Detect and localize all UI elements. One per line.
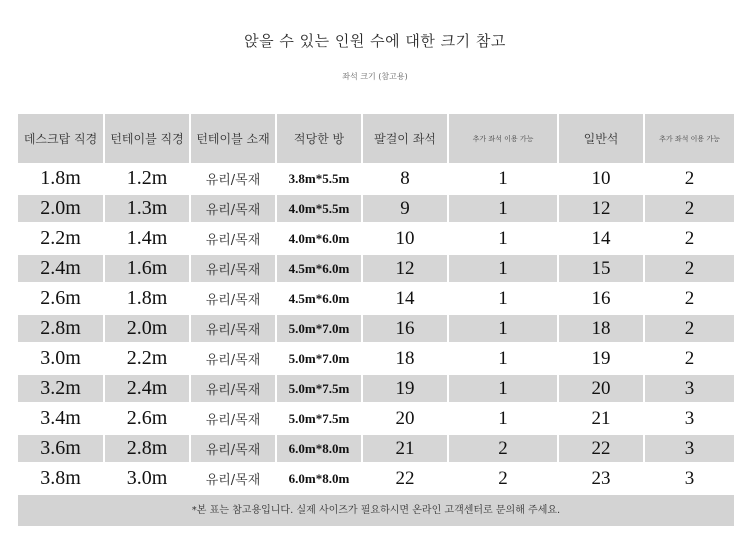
table-cell: 3	[644, 464, 734, 494]
table-cell: 1	[448, 164, 558, 194]
table-cell: 유리/목재	[190, 164, 276, 194]
page-title: 앉을 수 있는 인원 수에 대한 크기 참고	[244, 32, 506, 50]
table-cell: 19	[558, 344, 644, 374]
table-cell: 2.6m	[104, 404, 190, 434]
table-cell: 1	[448, 404, 558, 434]
table-cell: 12	[558, 194, 644, 224]
table-cell: 1	[448, 224, 558, 254]
table-cell: 1	[448, 314, 558, 344]
table-cell: 3.0m	[18, 344, 104, 374]
table-cell: 3.0m	[104, 464, 190, 494]
table-cell: 2	[644, 164, 734, 194]
table-cell: 1	[448, 374, 558, 404]
table-cell: 3	[644, 404, 734, 434]
table-cell: 2.2m	[18, 224, 104, 254]
footnote: *본 표는 참고용입니다. 실제 사이즈가 필요하시면 온라인 고객센터로 문의해 주세요.	[18, 495, 734, 526]
table-cell: 5.0m*7.0m	[276, 344, 362, 374]
table-cell: 유리/목재	[190, 404, 276, 434]
table-cell: 1.4m	[104, 224, 190, 254]
table-cell: 1	[448, 284, 558, 314]
table-cell: 1.6m	[104, 254, 190, 284]
table-cell: 3	[644, 374, 734, 404]
table-cell: 3.2m	[18, 374, 104, 404]
table-cell: 2.8m	[18, 314, 104, 344]
table-cell: 2.2m	[104, 344, 190, 374]
table-cell: 20	[558, 374, 644, 404]
table-header-row	[18, 114, 734, 164]
table-cell: 18	[558, 314, 644, 344]
table-cell: 14	[362, 284, 448, 314]
table-cell: 3.8m	[18, 464, 104, 494]
table-cell: 1	[448, 254, 558, 284]
table-cell: 2	[644, 254, 734, 284]
table-cell: 5.0m*7.5m	[276, 404, 362, 434]
table-cell: 4.0m*5.5m	[276, 194, 362, 224]
table-cell: 1.8m	[18, 164, 104, 194]
table-cell: 4.0m*6.0m	[276, 224, 362, 254]
table-cell: 18	[362, 344, 448, 374]
table-cell: 16	[362, 314, 448, 344]
table-cell: 5.0m*7.5m	[276, 374, 362, 404]
column-header: 추가 좌석 이용 가능	[644, 114, 734, 164]
table-cell: 2	[644, 194, 734, 224]
table-row	[18, 314, 734, 344]
table-body	[18, 164, 734, 494]
table-cell: 15	[558, 254, 644, 284]
table-cell: 16	[558, 284, 644, 314]
column-header: 팔걸이 좌석	[362, 114, 448, 164]
table-cell: 4.5m*6.0m	[276, 284, 362, 314]
column-header: 턴테이블 직경	[104, 114, 190, 164]
table-cell: 2.4m	[104, 374, 190, 404]
table-cell: 23	[558, 464, 644, 494]
table-cell: 5.0m*7.0m	[276, 314, 362, 344]
table-cell: 유리/목재	[190, 344, 276, 374]
table-cell: 6.0m*8.0m	[276, 464, 362, 494]
table-cell: 유리/목재	[190, 284, 276, 314]
table-cell: 21	[362, 434, 448, 464]
table-row	[18, 404, 734, 434]
size-table-container	[18, 114, 734, 526]
column-header: 적당한 방	[276, 114, 362, 164]
table-row	[18, 434, 734, 464]
table-cell: 21	[558, 404, 644, 434]
table-cell: 2	[644, 284, 734, 314]
table-cell: 2.0m	[104, 314, 190, 344]
table-cell: 4.5m*6.0m	[276, 254, 362, 284]
table-row	[18, 254, 734, 284]
table-cell: 유리/목재	[190, 464, 276, 494]
table-cell: 22	[558, 434, 644, 464]
table-row	[18, 464, 734, 494]
column-header: 데스크탑 직경	[18, 114, 104, 164]
table-cell: 유리/목재	[190, 254, 276, 284]
table-cell: 유리/목재	[190, 314, 276, 344]
table-cell: 19	[362, 374, 448, 404]
table-cell: 3.4m	[18, 404, 104, 434]
table-cell: 6.0m*8.0m	[276, 434, 362, 464]
table-cell: 2.4m	[18, 254, 104, 284]
table-cell: 1.2m	[104, 164, 190, 194]
table-cell: 1.8m	[104, 284, 190, 314]
table-header	[18, 114, 734, 164]
table-cell: 22	[362, 464, 448, 494]
table-cell: 2.6m	[18, 284, 104, 314]
table-cell: 10	[558, 164, 644, 194]
table-cell: 2	[644, 314, 734, 344]
table-cell: 10	[362, 224, 448, 254]
table-cell: 2	[448, 434, 558, 464]
table-cell: 12	[362, 254, 448, 284]
column-header: 일반석	[558, 114, 644, 164]
table-cell: 20	[362, 404, 448, 434]
table-cell: 2	[644, 344, 734, 374]
table-cell: 3.8m*5.5m	[276, 164, 362, 194]
table-cell: 2.8m	[104, 434, 190, 464]
table-row	[18, 194, 734, 224]
table-cell: 2.0m	[18, 194, 104, 224]
table-cell: 1	[448, 344, 558, 374]
table-row	[18, 284, 734, 314]
page-subtitle: 좌석 크기 (참고용)	[342, 72, 408, 81]
table-cell: 1	[448, 194, 558, 224]
size-table	[18, 114, 734, 495]
table-cell: 유리/목재	[190, 434, 276, 464]
table-cell: 유리/목재	[190, 194, 276, 224]
table-cell: 2	[448, 464, 558, 494]
table-cell: 14	[558, 224, 644, 254]
table-row	[18, 344, 734, 374]
column-header: 턴테이블 소재	[190, 114, 276, 164]
table-cell: 9	[362, 194, 448, 224]
table-row	[18, 164, 734, 194]
table-cell: 유리/목재	[190, 374, 276, 404]
table-row	[18, 374, 734, 404]
table-cell: 8	[362, 164, 448, 194]
table-cell: 3	[644, 434, 734, 464]
table-cell: 2	[644, 224, 734, 254]
table-cell: 유리/목재	[190, 224, 276, 254]
table-cell: 1.3m	[104, 194, 190, 224]
column-header: 추가 좌석 이용 가능	[448, 114, 558, 164]
table-cell: 3.6m	[18, 434, 104, 464]
table-row	[18, 224, 734, 254]
